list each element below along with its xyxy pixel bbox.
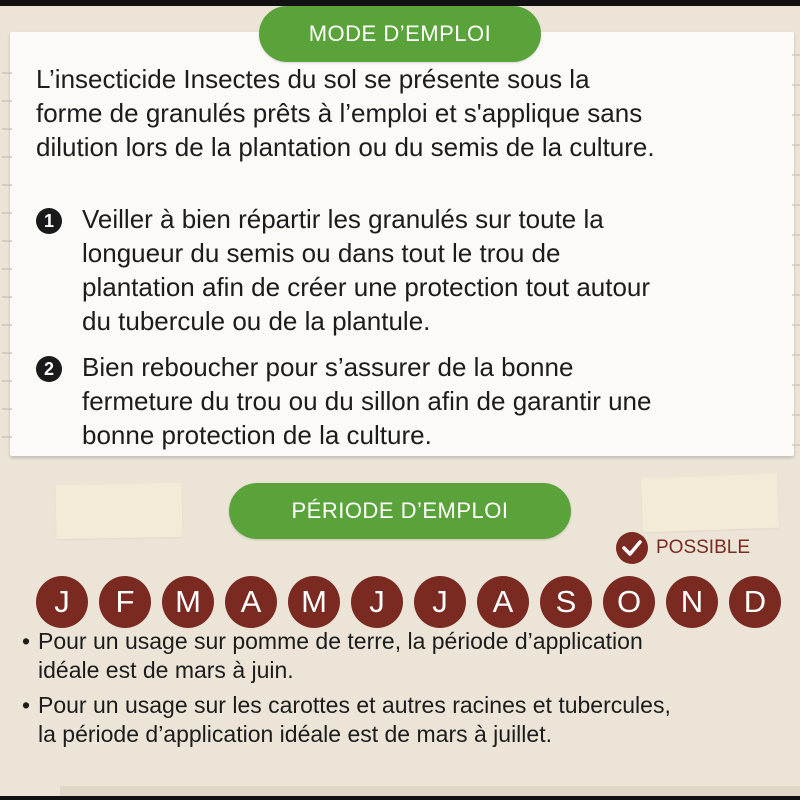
step-number-1: 1 xyxy=(36,208,62,234)
usage-note-carottes xyxy=(22,691,682,749)
step-text-2: Bien reboucher pour s’assurer de la bonne fermeture du trou ou du sillon afin de garantir une bonne protection de la culture. xyxy=(82,352,652,450)
months-row xyxy=(36,576,796,628)
usage-notes xyxy=(22,627,682,749)
month-mar: M xyxy=(162,576,214,628)
bullet-icon: • xyxy=(22,628,31,654)
step-text-1: Veiller à bien répartir les granulés sur toute la longueur du semis ou dans tout le trou de plantation afin de créer une protection tout autour du tubercule ou de la plantule. xyxy=(82,204,651,336)
card-torn-edge-left xyxy=(2,60,12,440)
periode-emploi-header: PÉRIODE D’EMPLOI xyxy=(229,483,571,539)
month-sep: S xyxy=(540,576,592,628)
month-dec: D xyxy=(729,576,781,628)
tape-left xyxy=(56,483,183,539)
month-jan: J xyxy=(36,576,88,628)
usage-note-pomme-de-terre xyxy=(22,627,682,685)
month-nov: N xyxy=(666,576,718,628)
usage-note-text: Pour un usage sur pomme de terre, la période d’application idéale est de mars à juin. xyxy=(38,628,643,683)
month-jul: J xyxy=(414,576,466,628)
month-aug: A xyxy=(477,576,529,628)
usage-note-text: Pour un usage sur les carottes et autres racines et tubercules, la période d’application idéale est de mars à juillet. xyxy=(38,692,671,747)
month-jun: J xyxy=(351,576,403,628)
bullet-icon: • xyxy=(22,692,31,718)
month-may: M xyxy=(288,576,340,628)
month-feb: F xyxy=(99,576,151,628)
month-oct: O xyxy=(603,576,655,628)
tape-right xyxy=(641,474,779,533)
mode-emploi-intro: L’insecticide Insectes du sol se présente sous la forme de granulés prêts à l’emploi et s'applique sans dilution lors de la plantation ou du semis de la culture. xyxy=(36,64,655,162)
month-apr: A xyxy=(225,576,277,628)
step-number-2: 2 xyxy=(36,356,62,382)
possible-label: POSSIBLE xyxy=(656,537,750,558)
checkmark-icon xyxy=(616,532,648,564)
mode-emploi-header: MODE D’EMPLOI xyxy=(259,6,541,62)
card-torn-edge-right xyxy=(792,40,800,450)
frame-bottom-border xyxy=(0,796,800,800)
bottom-strip xyxy=(60,786,800,796)
